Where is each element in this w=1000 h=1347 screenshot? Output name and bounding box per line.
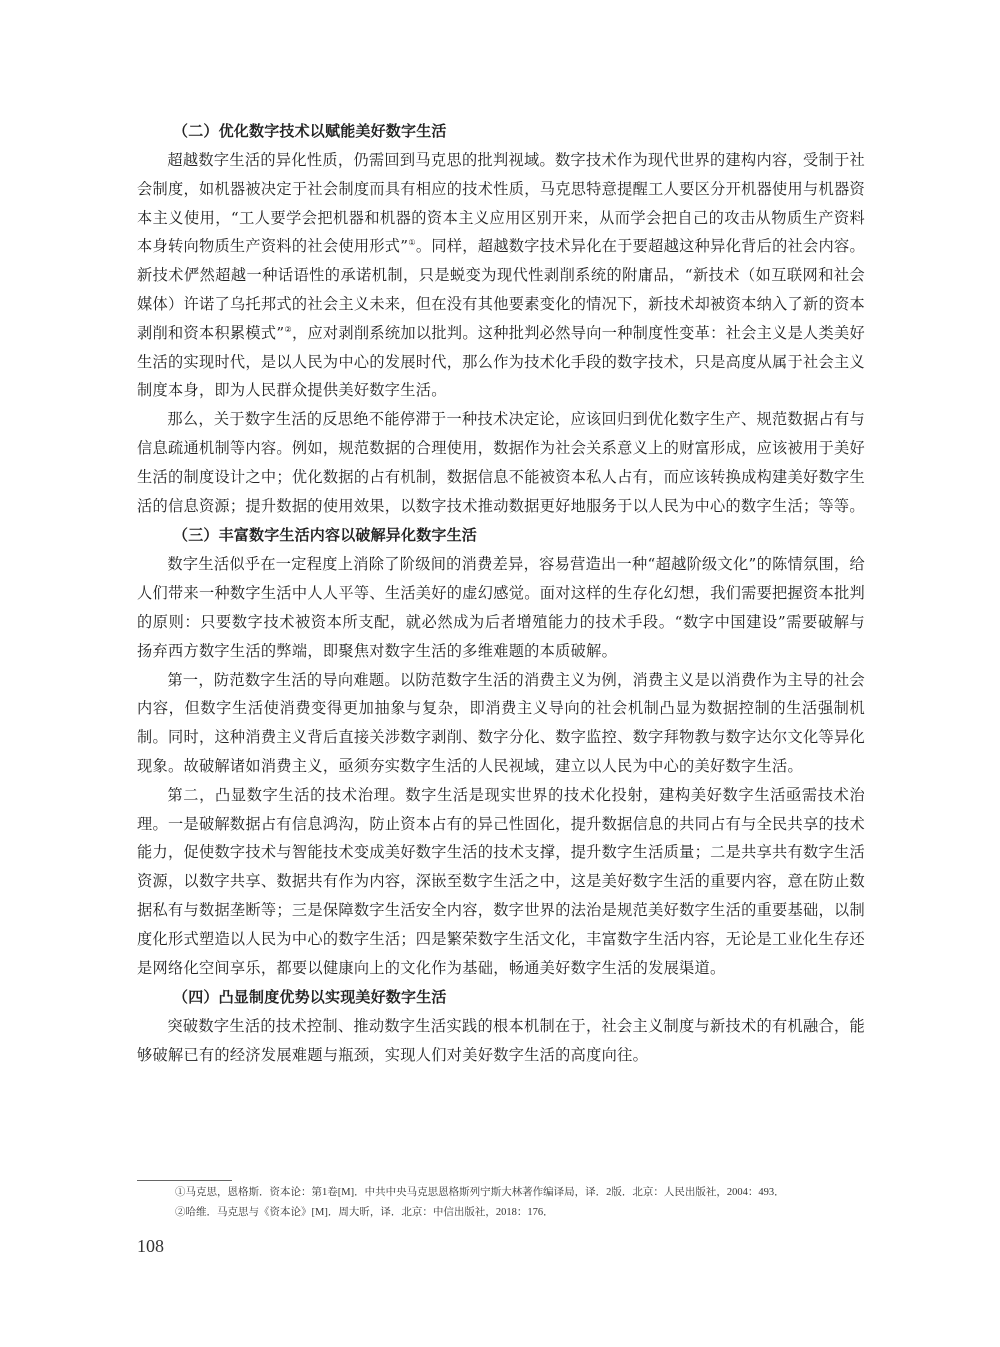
section-3-paragraph-3: 第二，凸显数字生活的技术治理。数字生活是现实世界的技术化投射，建构美好数字生活亟需技术治理。一是破解数据占有信息鸿沟，防止资本占有的异己性固化，提升数据信息的共同占有与全民共享的技术能力，促使数字技术与智能技术变成美好数字生活的技术支撑，提升数字生活质量；二是共享共有数字生活资源，以数字共享、数据共有作为内容，深嵌至数字生活之中，这是美好数字生活的重要内容，意在防止数据私有与数据垄断等；三是保障数字生活安全内容，数字世界的法治是规范美好数字生活的重要基础，以制度化形式塑造以人民为中心的数字生活；四是繁荣数字生活文化，丰富数字生活内容，无论是工业化生存还是网络化空间享乐，都要以健康向上的文化作为基础，畅通美好数字生活的发展渠道。 [137,785,865,977]
text-span: ，应对剥削系统加以批判。这种批判必然导向一种制度性变革：社会主义是人类美好生活的实现时代，是以人民为中心的发展时代，那么作为技术化手段的数字技术，只是高度从属于社会主义制度本身，即为人民群众提供美好数字生活。 [137,323,866,400]
section-2-heading: （二）优化数字技术以赋能美好数字生活 [173,122,447,140]
footnote-1: ①马克思，恩格斯．资本论：第1卷[M]．中共中央马克思恩格斯列宁斯大林著作编译局，译．2版．北京：人民出版社，2004：493． [175,1187,785,1198]
section-3-paragraph-2: 第一，防范数字生活的导向难题。以防范数字生活的消费主义为例，消费主义是以消费作为主导的社会内容，但数字生活使消费变得更加抽象与复杂，即消费主义导向的社会机制凸显为数据控制的生活强制机制。同时，这种消费主义背后直接关涉数字剥削、数字分化、数字监控、数字拜物教与数字达尔文化等异化现象。故破解诸如消费主义，亟须夯实数字生活的人民视域，建立以人民为中心的美好数字生活。 [137,670,865,775]
footnote-divider [137,1180,232,1181]
section-3-heading: （三）丰富数字生活内容以破解异化数字生活 [173,526,478,545]
section-3-paragraph-1: 数字生活似乎在一定程度上消除了阶级间的消费差异，容易营造出一种“超越阶级文化”的陈情氛围，给人们带来一种数字生活中人人平等、生活美好的虚幻感觉。面对这样的生存化幻想，我们需要把握资本批判的原则：只要数字技术被资本所支配，就必然成为后者增殖能力的技术手段。“数字中国建设”需要破解与扬弃西方数字生活的弊端，即聚焦对数字生活的多维难题的本质破解。 [137,555,865,660]
footnote-ref-1[interactable]: ① [408,238,416,248]
footnotes [175,1183,895,1223]
body-text [137,116,865,1070]
text-span: 超越数字生活的异化性质，仍需回到马克思的批判视域。数字技术作为现代世界的建构内容，受制于社会制度，如机器被决定于社会制度而具有相应的技术性质，马克思特意提醒工人要区分开机器使用与机器资本主义使用，“工人要学会把机器和机器的资本主义应用区别开来，从而学会把自己的攻击从物质生产资料本身转向物质生产资料的社会使用形式” [137,151,865,256]
text-span: 。同样，超越数字技术异化在于要超越这种异化背后的社会内容。新技术俨然超越一种话语性的承诺机制，只是蜕变为现代性剥削系统的附庸品，“新技术（如互联网和社会媒体）许诺了乌托邦式的社会主义未来，但在没有其他要素变化的情况下，新技术却被资本纳入了新的资本剥削和资本积累模式” [137,237,865,342]
section-4-heading: （四）凸显制度优势以实现美好数字生活 [173,988,447,1007]
section-2-paragraph-1 [137,146,865,405]
page-number: 108 [137,1236,164,1256]
section-2-paragraph-2: 那么，关于数字生活的反思绝不能停滞于一种技术决定论，应该回归到优化数字生产、规范数据占有与信息疏通机制等内容。例如，规范数据的合理使用，数据作为社会关系意义上的财富形成，应该被用于美好生活的制度设计之中；优化数据的占有机制，数据信息不能被资本私人占有，而应该转换成构建美好数字生活的信息资源；提升数据的使用效果，以数字技术推动数据更好地服务于以人民为中心的数字生活；等等。 [137,410,865,515]
footnote-ref-2[interactable]: ② [284,324,292,334]
section-4-paragraph-1: 突破数字生活的技术控制、推动数字生活实践的根本机制在于，社会主义制度与新技术的有机融合，能够破解已有的经济发展难题与瓶颈，实现人们对美好数字生活的高度向往。 [137,1017,865,1065]
footnote-2: ②哈维．马克思与《资本论》[M]．周大昕，译．北京：中信出版社，2018：176． [175,1207,554,1218]
